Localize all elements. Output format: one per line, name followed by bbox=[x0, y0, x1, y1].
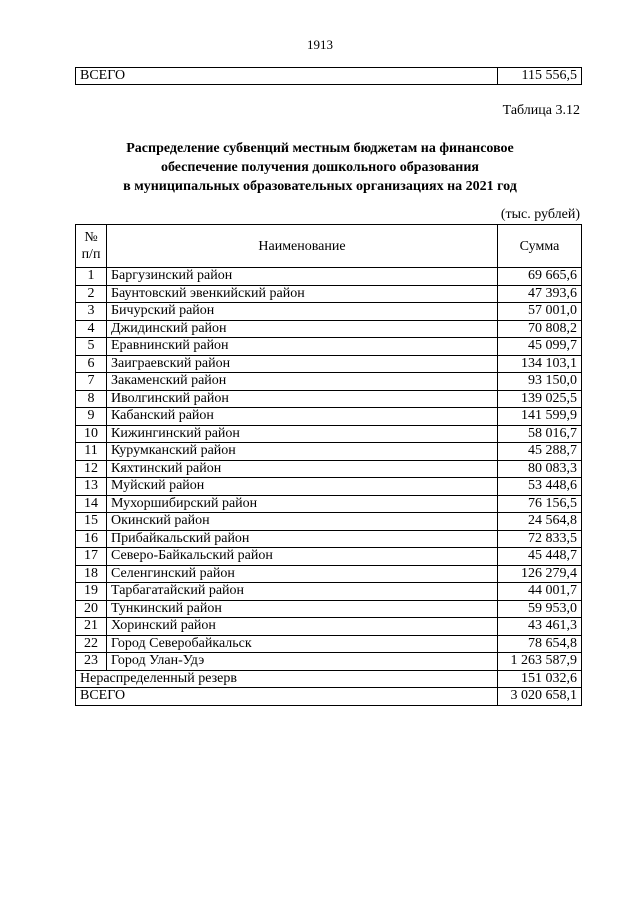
row-name: Кабанский район bbox=[107, 408, 498, 426]
row-sum: 24 564,8 bbox=[498, 513, 582, 531]
table-row bbox=[76, 390, 582, 408]
table-row bbox=[76, 338, 582, 356]
row-name: Селенгинский район bbox=[107, 565, 498, 583]
row-number: 4 bbox=[76, 320, 107, 338]
table-row bbox=[76, 478, 582, 496]
row-number: 21 bbox=[76, 618, 107, 636]
row-name: Тункинский район bbox=[107, 600, 498, 618]
row-sum: 45 288,7 bbox=[498, 443, 582, 461]
table-row bbox=[76, 268, 582, 286]
row-sum: 72 833,5 bbox=[498, 530, 582, 548]
subvention-table bbox=[75, 224, 582, 706]
row-name: Прибайкальский район bbox=[107, 530, 498, 548]
row-sum: 78 654,8 bbox=[498, 635, 582, 653]
row-number: 6 bbox=[76, 355, 107, 373]
table-row bbox=[76, 495, 582, 513]
row-sum: 45 099,7 bbox=[498, 338, 582, 356]
row-sum: 69 665,6 bbox=[498, 268, 582, 286]
row-name: Джидинский район bbox=[107, 320, 498, 338]
reserve-label: Нераспределенный резерв bbox=[76, 670, 498, 688]
row-number: 1 bbox=[76, 268, 107, 286]
heading-line-2: обеспечение получения дошкольного образования bbox=[160, 160, 480, 175]
table-row bbox=[76, 583, 582, 601]
column-header-name: Наименование bbox=[107, 225, 498, 268]
column-header-number-line2: п/п bbox=[81, 247, 101, 262]
row-sum: 70 808,2 bbox=[498, 320, 582, 338]
table-row bbox=[76, 303, 582, 321]
row-sum: 47 393,6 bbox=[498, 285, 582, 303]
row-name: Город Северобайкальск bbox=[107, 635, 498, 653]
row-name: Бичурский район bbox=[107, 303, 498, 321]
row-sum: 57 001,0 bbox=[498, 303, 582, 321]
row-name: Кижингинский район bbox=[107, 425, 498, 443]
row-name: Тарбагатайский район bbox=[107, 583, 498, 601]
row-name: Еравнинский район bbox=[107, 338, 498, 356]
table-row bbox=[76, 285, 582, 303]
table-row bbox=[76, 600, 582, 618]
previous-total-label: ВСЕГО bbox=[76, 68, 498, 85]
table-row bbox=[76, 618, 582, 636]
row-name: Северо-Байкальский район bbox=[107, 548, 498, 566]
row-name: Город Улан-Удэ bbox=[107, 653, 498, 671]
row-name: Заиграевский район bbox=[107, 355, 498, 373]
table-row bbox=[76, 565, 582, 583]
row-number: 12 bbox=[76, 460, 107, 478]
row-number: 19 bbox=[76, 583, 107, 601]
row-number: 23 bbox=[76, 653, 107, 671]
row-sum: 93 150,0 bbox=[498, 373, 582, 391]
row-sum: 45 448,7 bbox=[498, 548, 582, 566]
row-name: Курумканский район bbox=[107, 443, 498, 461]
table-row bbox=[76, 548, 582, 566]
table-heading bbox=[60, 139, 580, 196]
row-name: Баунтовский эвенкийский район bbox=[107, 285, 498, 303]
row-number: 22 bbox=[76, 635, 107, 653]
row-sum: 44 001,7 bbox=[498, 583, 582, 601]
table-row bbox=[76, 443, 582, 461]
row-sum: 126 279,4 bbox=[498, 565, 582, 583]
previous-total-row bbox=[76, 68, 582, 85]
row-number: 17 bbox=[76, 548, 107, 566]
total-label: ВСЕГО bbox=[76, 688, 498, 706]
row-sum: 139 025,5 bbox=[498, 390, 582, 408]
row-number: 20 bbox=[76, 600, 107, 618]
row-number: 7 bbox=[76, 373, 107, 391]
reserve-row bbox=[76, 670, 582, 688]
row-name: Муйский район bbox=[107, 478, 498, 496]
row-sum: 59 953,0 bbox=[498, 600, 582, 618]
row-name: Хоринский район bbox=[107, 618, 498, 636]
row-name: Баргузинский район bbox=[107, 268, 498, 286]
total-row bbox=[76, 688, 582, 706]
column-header-number bbox=[76, 225, 107, 268]
table-row bbox=[76, 513, 582, 531]
row-number: 9 bbox=[76, 408, 107, 426]
row-sum: 53 448,6 bbox=[498, 478, 582, 496]
row-number: 8 bbox=[76, 390, 107, 408]
row-number: 13 bbox=[76, 478, 107, 496]
row-number: 5 bbox=[76, 338, 107, 356]
previous-table-total bbox=[75, 67, 582, 85]
table-row bbox=[76, 460, 582, 478]
row-sum: 1 263 587,9 bbox=[498, 653, 582, 671]
heading-line-1: Распределение субвенций местным бюджетам на финансовое bbox=[126, 141, 514, 156]
row-sum: 134 103,1 bbox=[498, 355, 582, 373]
table-row bbox=[76, 320, 582, 338]
row-number: 14 bbox=[76, 495, 107, 513]
row-number: 2 bbox=[76, 285, 107, 303]
row-sum: 76 156,5 bbox=[498, 495, 582, 513]
row-sum: 58 016,7 bbox=[498, 425, 582, 443]
table-row bbox=[76, 635, 582, 653]
table-label: Таблица 3.12 bbox=[502, 103, 580, 118]
row-name: Окинский район bbox=[107, 513, 498, 531]
row-sum: 43 461,3 bbox=[498, 618, 582, 636]
table-row bbox=[76, 425, 582, 443]
unit-note: (тыс. рублей) bbox=[500, 207, 580, 222]
row-name: Закаменский район bbox=[107, 373, 498, 391]
row-number: 3 bbox=[76, 303, 107, 321]
row-sum: 80 083,3 bbox=[498, 460, 582, 478]
row-name: Кяхтинский район bbox=[107, 460, 498, 478]
table-row bbox=[76, 408, 582, 426]
row-number: 11 bbox=[76, 443, 107, 461]
table-row bbox=[76, 530, 582, 548]
previous-total-value: 115 556,5 bbox=[498, 68, 582, 85]
column-header-number-line1: № bbox=[84, 230, 98, 245]
table-body bbox=[76, 268, 582, 671]
row-name: Иволгинский район bbox=[107, 390, 498, 408]
heading-line-3: в муниципальных образовательных организациях на 2021 год bbox=[123, 179, 517, 194]
row-number: 15 bbox=[76, 513, 107, 531]
reserve-sum: 151 032,6 bbox=[498, 670, 582, 688]
header-row bbox=[76, 225, 582, 268]
row-name: Мухоршибирский район bbox=[107, 495, 498, 513]
table-row bbox=[76, 373, 582, 391]
row-number: 18 bbox=[76, 565, 107, 583]
row-sum: 141 599,9 bbox=[498, 408, 582, 426]
table-row bbox=[76, 355, 582, 373]
column-header-sum: Сумма bbox=[498, 225, 582, 268]
total-sum: 3 020 658,1 bbox=[498, 688, 582, 706]
row-number: 16 bbox=[76, 530, 107, 548]
page-number: 1913 bbox=[307, 37, 333, 52]
row-number: 10 bbox=[76, 425, 107, 443]
table-row bbox=[76, 653, 582, 671]
